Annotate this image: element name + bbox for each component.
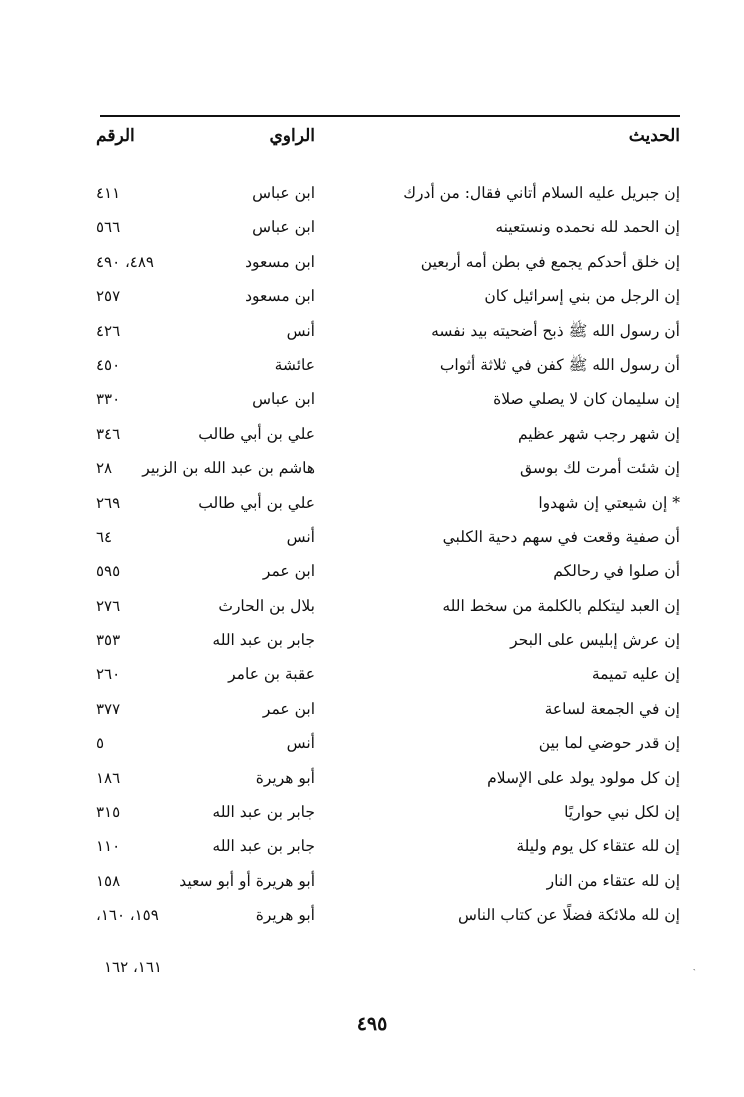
margin-mark: ˏ	[692, 960, 696, 971]
number-cell: ٢٦٩	[96, 493, 121, 512]
hadith-cell: إن كل مولود يولد على الإسلام	[487, 768, 680, 787]
number-cell: ٥٩٥	[96, 562, 121, 581]
number-cell: ٣٤٦	[96, 424, 121, 443]
table-row	[96, 212, 680, 246]
number-cell: ١١٠	[96, 837, 121, 856]
number-cell: ٣١٥	[96, 803, 121, 822]
rawi-cell: جابر بن عبد الله	[212, 631, 315, 650]
hadith-cell: إن العبد ليتكلم بالكلمة من سخط الله	[442, 596, 680, 615]
rawi-cell: عائشة	[274, 355, 315, 374]
hadith-cell: إن لكل نبي حواريًا	[564, 803, 680, 822]
rawi-cell: علي بن أبي طالب	[198, 424, 315, 443]
rawi-cell: أنس	[286, 527, 315, 546]
table-row	[96, 488, 680, 522]
header-rule	[100, 115, 680, 117]
hadith-cell: أن رسول الله ﷺ ذبح أضحيته بيد نفسه	[431, 321, 680, 340]
number-cell: ٣٣٠	[96, 390, 121, 409]
table-row	[96, 625, 680, 659]
table-row	[96, 419, 680, 453]
rawi-cell: علي بن أبي طالب	[198, 493, 315, 512]
number-cell: ٣٥٣	[96, 631, 121, 650]
number-cell: ٤١١	[96, 184, 121, 202]
hadith-cell: إن خلق أحدكم يجمع في بطن أمه أربعين	[420, 252, 680, 271]
rawi-cell: عقبة بن عامر	[228, 665, 315, 684]
header-number: الرقم	[96, 126, 135, 146]
hadith-cell: إن عليه تميمة	[591, 665, 680, 684]
rawi-cell: جابر بن عبد الله	[212, 803, 315, 822]
hadith-cell: إن لله ملائكة فضلًا عن كتاب الناس	[457, 906, 680, 925]
table-row	[96, 797, 680, 831]
number-cell: ٢٦٠	[96, 665, 121, 684]
hadith-cell: * إن شيعتي إن شهدوا	[538, 493, 680, 512]
page-number: ٤٩٥	[356, 1013, 388, 1035]
table-row	[96, 831, 680, 865]
rawi-cell: أبو هريرة	[255, 768, 315, 787]
rawi-cell: ابن عمر	[262, 699, 315, 718]
rawi-cell: ابن مسعود	[245, 287, 315, 306]
number-cell: ٢٨	[96, 459, 113, 478]
table-row	[96, 694, 680, 728]
table-row	[96, 384, 680, 418]
table-row	[96, 178, 680, 212]
table-row	[96, 453, 680, 487]
hadith-cell: إن شهر رجب شهر عظيم	[517, 424, 680, 443]
hadith-cell: إن لله عتقاء من النار	[546, 871, 680, 890]
table-row	[96, 522, 680, 556]
hadith-cell: أن صفية وقعت في سهم دحية الكلبي	[442, 527, 680, 546]
rawi-cell: هاشم بن عبد الله بن الزبير	[142, 459, 315, 478]
rawi-cell: أبو هريرة أو أبو سعيد	[179, 871, 315, 890]
rawi-cell: أنس	[286, 321, 315, 340]
hadith-cell: إن في الجمعة لساعة	[544, 699, 680, 718]
table-row	[96, 659, 680, 693]
hadith-cell: أن رسول الله ﷺ كفن في ثلاثة أثواب	[439, 355, 680, 374]
hadith-cell: إن الرجل من بني إسرائيل كان	[484, 287, 680, 306]
table-row	[96, 556, 680, 590]
header-hadith: الحديث	[628, 126, 680, 146]
number-cell: ٢٧٦	[96, 596, 121, 615]
number-cell: ٢٥٧	[96, 287, 121, 306]
rawi-cell: أبو هريرة	[255, 906, 315, 925]
table-row	[96, 728, 680, 762]
hadith-cell: أن صلوا في رحالكم	[553, 562, 680, 581]
table-row	[96, 281, 680, 315]
rawi-cell: جابر بن عبد الله	[212, 837, 315, 856]
number-cell: ٣٧٧	[96, 699, 121, 718]
number-cell: ٤٢٦	[96, 321, 121, 340]
hadith-cell: إن شئت أمرت لك بوسق	[519, 459, 680, 478]
rawi-cell: أنس	[286, 734, 315, 753]
number-cell: ٤٥٠	[96, 355, 121, 374]
hadith-cell: إن عرش إبليس على البحر	[510, 631, 680, 650]
number-cell: ٥	[96, 734, 105, 753]
table-row	[96, 866, 680, 900]
number-cell: ١٥٩، ١٦٠،	[96, 906, 159, 925]
number-cell: ١٥٨	[96, 871, 121, 890]
rawi-cell: ابن عمر	[262, 562, 315, 581]
hadith-cell: إن قدر حوضي لما بين	[538, 734, 680, 753]
rawi-cell: ابن عباس	[252, 218, 315, 237]
table-row	[96, 316, 680, 350]
hadith-cell: إن الحمد لله نحمده ونستعينه	[495, 218, 680, 237]
table-row	[96, 763, 680, 797]
table-row	[96, 350, 680, 384]
rawi-cell: ابن عباس	[252, 390, 315, 409]
hadith-table	[96, 178, 680, 935]
rawi-cell: ابن مسعود	[245, 252, 315, 271]
hadith-cell: إن جبريل عليه السلام أتاني فقال: من أدرك	[403, 184, 680, 202]
header-rawi: الراوي	[269, 126, 315, 146]
rawi-cell: بلال بن الحارث	[218, 596, 315, 615]
table-row	[96, 591, 680, 625]
number-continuation: ١٦١، ١٦٢	[104, 958, 162, 976]
number-cell: ٦٤	[96, 527, 113, 546]
number-cell: ١٨٦	[96, 768, 121, 787]
number-cell: ٥٦٦	[96, 218, 121, 237]
table-header	[96, 126, 680, 156]
table-row	[96, 900, 680, 934]
number-cell: ٤٨٩، ٤٩٠	[96, 252, 154, 271]
table-row	[96, 247, 680, 281]
rawi-cell: ابن عباس	[252, 184, 315, 202]
hadith-cell: إن سليمان كان لا يصلي صلاة	[493, 390, 680, 409]
hadith-cell: إن لله عتقاء كل يوم وليلة	[516, 837, 680, 856]
